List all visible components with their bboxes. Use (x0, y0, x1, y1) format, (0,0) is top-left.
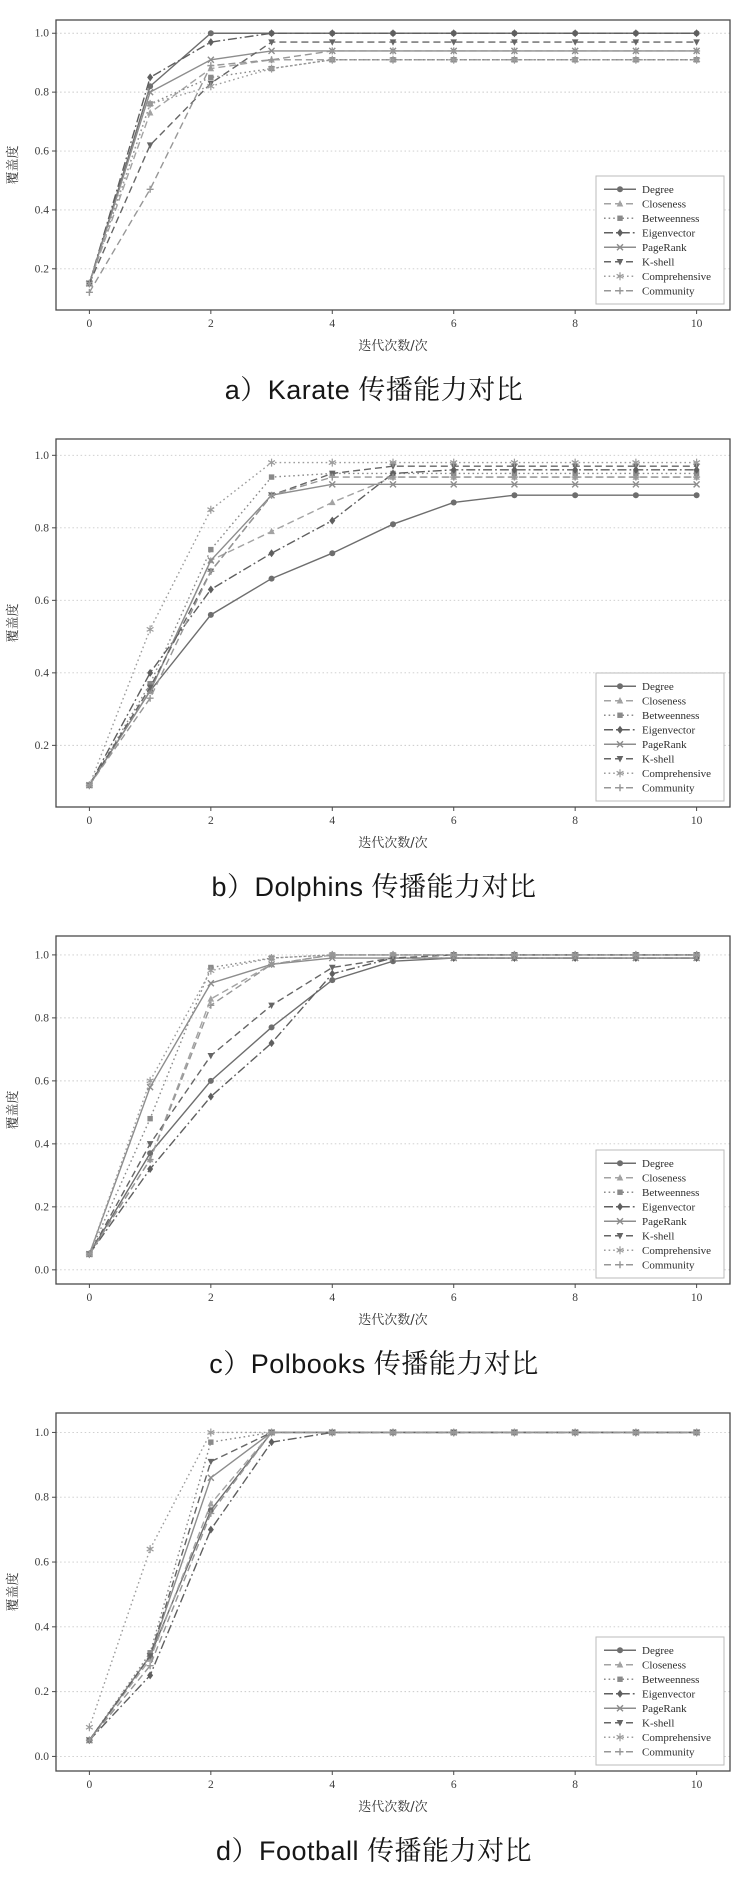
svg-text:0.2: 0.2 (34, 263, 49, 276)
svg-text:0.4: 0.4 (34, 204, 49, 217)
svg-text:6: 6 (450, 1292, 457, 1304)
svg-text:10: 10 (690, 1779, 703, 1791)
svg-text:0.4: 0.4 (34, 1621, 49, 1634)
chart-polbooks-line-plot (4, 922, 744, 1332)
svg-text:Community: Community (642, 782, 695, 795)
svg-text:10: 10 (690, 815, 703, 827)
svg-text:0.2: 0.2 (34, 1201, 49, 1214)
svg-text:迭代次数/次: 迭代次数/次 (358, 1800, 428, 1815)
svg-text:覆盖度: 覆盖度 (6, 1090, 21, 1130)
svg-text:Degree: Degree (642, 681, 674, 694)
svg-text:Closeness: Closeness (642, 198, 686, 211)
svg-text:迭代次数/次: 迭代次数/次 (358, 339, 428, 354)
panel-football (0, 1399, 748, 1886)
svg-text:PageRank: PageRank (642, 739, 687, 752)
svg-text:6: 6 (450, 815, 457, 827)
svg-text:0.6: 0.6 (34, 145, 49, 158)
svg-text:0.6: 0.6 (34, 1075, 49, 1088)
svg-text:0: 0 (86, 1779, 93, 1791)
svg-text:Closeness: Closeness (642, 695, 686, 708)
svg-text:K-shell: K-shell (642, 256, 675, 269)
svg-text:0.0: 0.0 (34, 1264, 49, 1277)
svg-text:Betweenness: Betweenness (642, 1187, 700, 1200)
svg-text:Degree: Degree (642, 1158, 674, 1171)
svg-text:4: 4 (329, 318, 336, 330)
svg-text:0.2: 0.2 (34, 1686, 49, 1699)
panel-dolphins (0, 425, 748, 922)
svg-text:Community: Community (642, 1746, 695, 1759)
caption-football: d）Football 传播能力对比 (215, 1836, 533, 1866)
svg-text:Comprehensive: Comprehensive (642, 271, 712, 284)
svg-text:Eigenvector: Eigenvector (642, 1201, 696, 1214)
svg-text:PageRank: PageRank (642, 1703, 687, 1716)
svg-text:Degree: Degree (642, 1645, 674, 1658)
svg-text:0.4: 0.4 (34, 1138, 49, 1151)
svg-text:Community: Community (642, 285, 695, 298)
svg-text:PageRank: PageRank (642, 1216, 687, 1229)
panel-polbooks (0, 922, 748, 1399)
svg-text:迭代次数/次: 迭代次数/次 (358, 1313, 428, 1328)
svg-text:1.0: 1.0 (34, 27, 49, 40)
svg-text:1.0: 1.0 (34, 449, 49, 462)
svg-text:Closeness: Closeness (642, 1659, 686, 1672)
svg-text:4: 4 (329, 1292, 336, 1304)
svg-text:Eigenvector: Eigenvector (642, 227, 696, 240)
svg-text:K-shell: K-shell (642, 1230, 675, 1243)
chart-karate-line-plot (4, 6, 744, 358)
svg-text:Degree: Degree (642, 184, 674, 197)
svg-text:4: 4 (329, 1779, 336, 1791)
svg-text:8: 8 (572, 318, 579, 330)
svg-text:Comprehensive: Comprehensive (642, 1245, 712, 1258)
svg-text:0.8: 0.8 (34, 1491, 49, 1504)
svg-text:0: 0 (86, 1292, 93, 1304)
svg-text:Comprehensive: Comprehensive (642, 768, 712, 781)
svg-text:2: 2 (207, 815, 214, 827)
svg-text:2: 2 (207, 1779, 214, 1791)
svg-text:Eigenvector: Eigenvector (642, 1688, 696, 1701)
caption-karate: a）Karate 传播能力对比 (224, 375, 524, 405)
svg-text:0.8: 0.8 (34, 86, 49, 99)
svg-text:覆盖度: 覆盖度 (6, 1572, 21, 1612)
svg-text:2: 2 (207, 1292, 214, 1304)
svg-text:10: 10 (690, 318, 703, 330)
svg-text:8: 8 (572, 1292, 579, 1304)
svg-text:10: 10 (690, 1292, 703, 1304)
svg-text:K-shell: K-shell (642, 753, 675, 766)
svg-text:4: 4 (329, 815, 336, 827)
svg-text:0.6: 0.6 (34, 594, 49, 607)
svg-text:0.4: 0.4 (34, 667, 49, 680)
svg-text:8: 8 (572, 1779, 579, 1791)
svg-text:PageRank: PageRank (642, 242, 687, 255)
caption-dolphins: b）Dolphins 传播能力对比 (211, 872, 537, 902)
svg-text:2: 2 (207, 318, 214, 330)
svg-text:K-shell: K-shell (642, 1717, 675, 1730)
svg-text:Betweenness: Betweenness (642, 1674, 700, 1687)
svg-text:0: 0 (86, 815, 93, 827)
svg-text:0.8: 0.8 (34, 522, 49, 535)
svg-text:6: 6 (450, 318, 457, 330)
caption-polbooks: c）Polbooks 传播能力对比 (209, 1349, 539, 1379)
svg-text:0.6: 0.6 (34, 1556, 49, 1569)
svg-text:0.0: 0.0 (34, 1750, 49, 1763)
svg-text:迭代次数/次: 迭代次数/次 (358, 836, 428, 851)
svg-text:0.8: 0.8 (34, 1012, 49, 1025)
svg-text:Betweenness: Betweenness (642, 710, 700, 723)
chart-football-line-plot (4, 1399, 744, 1819)
svg-text:6: 6 (450, 1779, 457, 1791)
svg-text:8: 8 (572, 815, 579, 827)
panel-karate (0, 6, 748, 425)
svg-text:覆盖度: 覆盖度 (6, 603, 21, 643)
svg-text:1.0: 1.0 (34, 1426, 49, 1439)
svg-text:Betweenness: Betweenness (642, 213, 700, 226)
svg-text:1.0: 1.0 (34, 949, 49, 962)
svg-text:Comprehensive: Comprehensive (642, 1732, 712, 1745)
svg-text:覆盖度: 覆盖度 (6, 145, 21, 185)
svg-text:Eigenvector: Eigenvector (642, 724, 696, 737)
svg-text:0.2: 0.2 (34, 739, 49, 752)
chart-dolphins-line-plot (4, 425, 744, 855)
svg-text:Closeness: Closeness (642, 1172, 686, 1185)
svg-text:0: 0 (86, 318, 93, 330)
svg-text:Community: Community (642, 1259, 695, 1272)
